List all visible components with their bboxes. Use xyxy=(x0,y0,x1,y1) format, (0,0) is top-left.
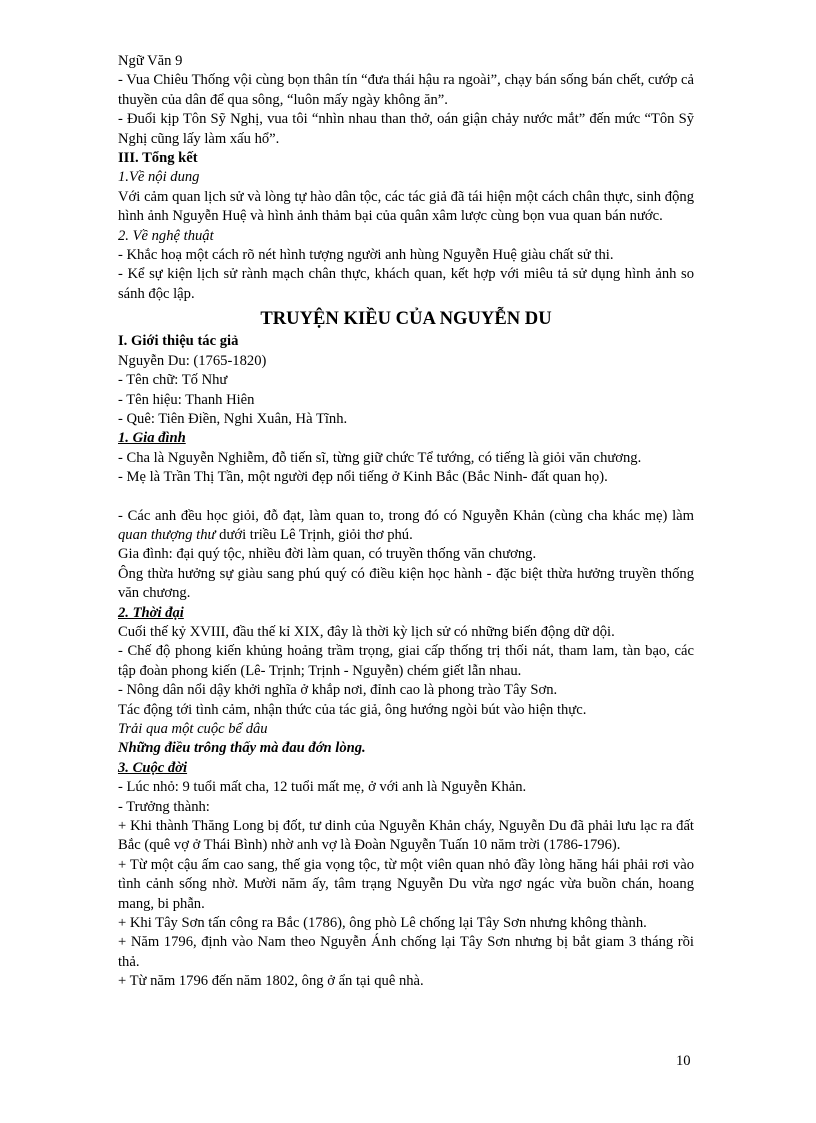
subheading-nghe-thuat: 2. Về nghệ thuật xyxy=(118,227,214,244)
blank-line xyxy=(118,488,694,507)
paragraph: + Từ năm 1796 đến năm 1802, ông ở ẩn tại quê nhà. xyxy=(118,973,424,990)
document-page xyxy=(118,52,694,992)
section-heading-tong-ket: III. Tổng kết xyxy=(118,150,198,167)
paragraph: Gia đình: đại quý tộc, nhiều đời làm quan, có truyền thống văn chương. xyxy=(118,546,537,563)
paragraph: - Chế độ phong kiến khủng hoảng trầm trọng, giai cấp thống trị thối nát, tham lam, tàn bạo, các tập đoàn phong kiến (Lê- Trịnh; Trịnh - Nguyễn) chém giết lẫn nhau. xyxy=(118,643,694,679)
subheading-cuoc-doi: 3. Cuộc đời xyxy=(118,759,188,776)
paragraph: - Vua Chiêu Thống vội cùng bọn thân tín “đưa thái hậu ra ngoài”, chạy bán sống bán chết, cướp cả thuyền của dân để qua sông, “luôn mấy ngày không ăn”. xyxy=(118,72,694,108)
paragraph: - Khắc hoạ một cách rõ nét hình tượng người anh hùng Nguyễn Huệ giàu chất sử thi. xyxy=(118,247,614,264)
paragraph: - Đuổi kịp Tôn Sỹ Nghị, vua tôi “nhìn nhau than thở, oán giận chảy nước mắt” đến mức “Tôn Sỹ Nghị cũng lấy làm xấu hổ”. xyxy=(118,111,694,147)
text-run: - Các anh đều học giỏi, đỗ đạt, làm quan to, trong đó có Nguyễn Khản (cùng cha khác mẹ) làm xyxy=(118,507,694,524)
paragraph: - Tên chữ: Tố Như xyxy=(118,372,228,389)
verse-line: Trải qua một cuộc bể dâu xyxy=(118,721,268,737)
paragraph: + Khi Tây Sơn tấn công ra Bắc (1786), ông phò Lê chống lại Tây Sơn nhưng không thành. xyxy=(118,915,647,932)
document-title: TRUYỆN KIỀU CỦA NGUYỄN DU xyxy=(260,308,552,330)
italic-term: quan thượng thư xyxy=(118,526,216,543)
paragraph: - Nông dân nổi dậy khởi nghĩa ở khắp nơi, đỉnh cao là phong trào Tây Sơn. xyxy=(118,682,558,699)
paragraph: Tác động tới tình cảm, nhận thức của tác giả, ông hướng ngòi bút vào hiện thực. xyxy=(118,701,587,718)
paragraph: Cuối thế kỷ XVIII, đầu thế kỉ XIX, đây là thời kỳ lịch sử có những biến động dữ dội. xyxy=(118,623,615,640)
paragraph: Nguyễn Du: (1765-1820) xyxy=(118,352,267,369)
paragraph: + Khi thành Thăng Long bị đốt, tư dinh của Nguyễn Khản cháy, Nguyễn Du đã phải lưu lạc ra đất Bắc (quê vợ ở Thái Bình) nhờ anh vợ là Đoàn Nguyễn Tuấn 10 năm trời (1786-1796). xyxy=(118,818,694,854)
paragraph: - Tên hiệu: Thanh Hiên xyxy=(118,391,255,408)
paragraph: - Trưởng thành: xyxy=(118,798,210,815)
paragraph: - Lúc nhỏ: 9 tuổi mất cha, 12 tuổi mất mẹ, ở với anh là Nguyễn Khản. xyxy=(118,779,527,796)
page-number: 10 xyxy=(676,1053,691,1069)
paragraph: Với cảm quan lịch sử và lòng tự hào dân tộc, các tác giả đã tái hiện một cách chân thực, sinh động hình ảnh Nguyễn Huệ và hình ảnh thảm bại của quân xâm lược cùng bọn vua quan bán nước. xyxy=(118,188,694,225)
verse-line: Những điều trông thấy mà đau đớn lòng. xyxy=(118,740,366,757)
subheading-thoi-dai: 2. Thời đại xyxy=(118,604,184,621)
paragraph xyxy=(118,507,694,546)
paragraph: - Kể sự kiện lịch sử rành mạch chân thực, khách quan, kết hợp với miêu tả sử dụng hình ảnh so sánh độc lập. xyxy=(118,266,694,302)
paragraph: - Cha là Nguyễn Nghiễm, đỗ tiến sĩ, từng giữ chức Tể tướng, có tiếng là giỏi văn chương. xyxy=(118,449,642,466)
subheading-noi-dung: 1.Về nội dung xyxy=(118,169,200,186)
paragraph: - Mẹ là Trần Thị Tần, một người đẹp nổi tiếng ở Kinh Bắc (Bắc Ninh- đất quan họ). xyxy=(118,469,608,486)
page-header: Ngữ Văn 9 xyxy=(118,53,183,69)
subheading-gia-dinh: 1. Gia đình xyxy=(118,430,186,447)
paragraph: Ông thừa hưởng sự giàu sang phú quý có điều kiện học hành - đặc biệt thừa hưởng truyền thống văn chương. xyxy=(118,565,694,602)
paragraph: - Quê: Tiên Điền, Nghi Xuân, Hà Tĩnh. xyxy=(118,410,348,427)
paragraph: + Năm 1796, định vào Nam theo Nguyễn Ánh chống lại Tây Sơn nhưng bị bắt giam 3 tháng rồi thả. xyxy=(118,934,694,970)
paragraph: + Từ một cậu ấm cao sang, thế gia vọng tộc, từ một viên quan nhỏ đầy lòng hăng hái phải rơi vào tình cảnh sống nhờ. Mười năm ấy, tâm trạng Nguyễn Du vừa ngơ ngác vừa buồn chán, hoang mang, bi phẫn. xyxy=(118,856,694,912)
section-heading-gioi-thieu: I. Giới thiệu tác giả xyxy=(118,333,239,350)
text-run: dưới triều Lê Trịnh, giỏi thơ phú. xyxy=(215,526,413,543)
